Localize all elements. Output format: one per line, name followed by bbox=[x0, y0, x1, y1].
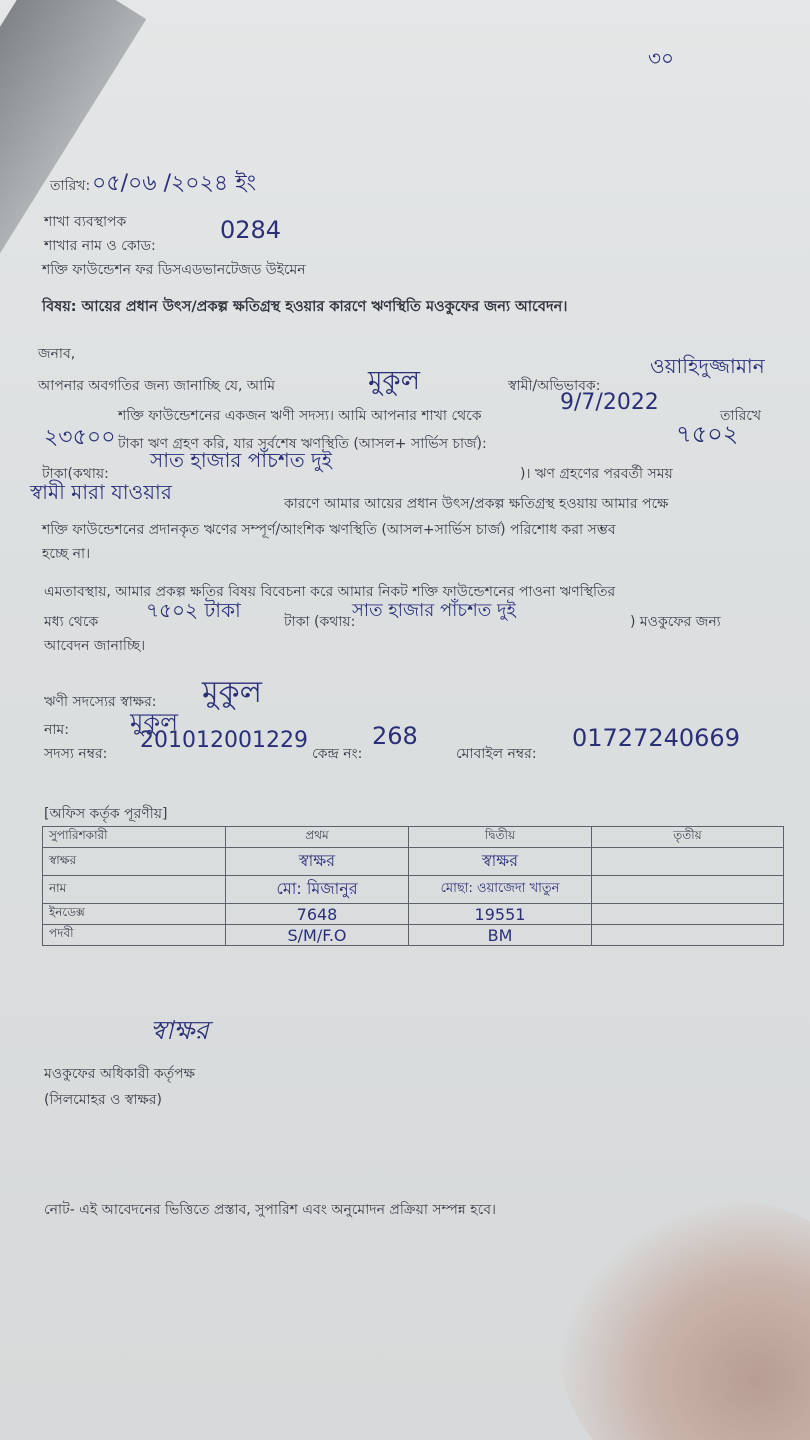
table-cell: S/M/F.O bbox=[226, 925, 409, 946]
office-use-note: [অফিস কর্তৃক পূরণীয়] bbox=[44, 806, 168, 822]
body-text: ) মওকুফের জন্য bbox=[630, 614, 721, 630]
body-text: স্বামী/অভিভাবক: bbox=[508, 378, 601, 394]
member-signature: মুকুল bbox=[202, 675, 263, 710]
mobile-number: 01727240669 bbox=[572, 724, 740, 752]
table-cell: মো: মিজানুর bbox=[226, 876, 409, 904]
waiver-amount-handwritten: ৭৫০২ টাকা bbox=[146, 598, 241, 622]
balance-handwritten: ৭৫০২ bbox=[676, 420, 739, 448]
mobile-number-label: মোবাইল নম্বর: bbox=[456, 746, 537, 762]
body-text: আবেদন জানাচ্ছি। bbox=[44, 638, 146, 654]
body-text: শক্তি ফাউন্ডেশনের প্রদানকৃত ঋণের সম্পূর্ণ/আংশিক ঋণস্থিতি (আসল+সার্ভিস চার্জ) পরিশোধ করা সম্ভব bbox=[42, 522, 616, 538]
date-value: ০৫/০৬ /২০২৪ ইং bbox=[92, 171, 257, 196]
loan-date-handwritten: 9/7/2022 bbox=[560, 390, 659, 415]
approver-sub-label: (সিলমোহর ও স্বাক্ষর) bbox=[44, 1092, 162, 1108]
date-label: তারিখ: bbox=[50, 178, 91, 194]
member-name-label: নাম: bbox=[44, 722, 69, 738]
body-text: তারিখে bbox=[720, 408, 762, 424]
organization-name: শক্তি ফাউন্ডেশন ফর ডিসএডভানটেজড উইমেন bbox=[42, 262, 306, 278]
table-cell: 7648 bbox=[226, 904, 409, 925]
body-text: কারণে আমার আয়ের প্রধান উৎস/প্রকল্প ক্ষতিগ্রস্থ হওয়ায় আমার পক্ষে bbox=[284, 496, 669, 512]
center-number-label: কেন্দ্র নং: bbox=[312, 746, 363, 762]
center-number: 268 bbox=[372, 722, 418, 750]
table-cell: BM bbox=[409, 925, 592, 946]
body-text: টাকা ঋণ গ্রহণ করি, যার সর্বশেষ ঋণস্থিতি (আসল+ সার্ভিস চার্জ): bbox=[118, 436, 487, 452]
table-cell bbox=[592, 876, 784, 904]
table-row bbox=[43, 925, 784, 946]
table-cell: 19551 bbox=[409, 904, 592, 925]
reason-handwritten: স্বামী মারা যাওয়ার bbox=[30, 480, 172, 504]
applicant-name-handwritten: মুকুল bbox=[368, 366, 420, 396]
table-header-row bbox=[43, 827, 784, 848]
table-cell: মোছা: ওয়াজেদা খাতুন bbox=[409, 876, 592, 904]
table-row-label: পদবী bbox=[43, 925, 226, 946]
recommendation-table bbox=[42, 826, 784, 946]
table-cell: স্বাক্ষর bbox=[409, 848, 592, 876]
table-row bbox=[43, 848, 784, 876]
branch-manager-label: শাখা ব্যবস্থাপক bbox=[44, 214, 127, 230]
member-name-handwritten: মুকুল bbox=[130, 708, 179, 736]
waiver-words-handwritten: সাত হাজার পাঁচশত দুই bbox=[352, 600, 516, 621]
member-number-label: সদস্য নম্বর: bbox=[44, 746, 108, 762]
approver-signature: স্বাক্ষর bbox=[150, 1016, 209, 1046]
table-header-cell: দ্বিতীয় bbox=[409, 827, 592, 848]
table-cell bbox=[592, 904, 784, 925]
loan-amount-handwritten: ২৩৫০০ bbox=[44, 425, 116, 450]
branch-code: 0284 bbox=[220, 216, 282, 244]
member-number: 201012001229 bbox=[140, 728, 308, 753]
body-text: এমতাবস্থায়, আমার প্রকল্প ক্ষতির বিষয় বিবেচনা করে আমার নিকট শক্তি ফাউন্ডেশনের পাওনা ঋণস্থিতির bbox=[44, 584, 616, 600]
table-row-label: ইনডেক্স bbox=[43, 904, 226, 925]
footer-note: নোট- এই আবেদনের ভিত্তিতে প্রস্তাব, সুপারিশ এবং অনুমোদন প্রক্রিয়া সম্পন্ন হবে। bbox=[44, 1202, 497, 1218]
table-row-label: স্বাক্ষর bbox=[43, 848, 226, 876]
balance-words-handwritten: সাত হাজার পাঁচশত দুই bbox=[150, 448, 333, 472]
body-text: আপনার অবগতির জন্য জানাচ্ছি যে, আমি bbox=[38, 378, 276, 394]
table-header-cell: সুপারিশকারী bbox=[43, 827, 226, 848]
salutation: জনাব, bbox=[38, 346, 76, 362]
table-cell bbox=[592, 848, 784, 876]
hand-shadow bbox=[560, 1200, 810, 1440]
body-text: )। ঋণ গ্রহণের পরবর্তী সময় bbox=[520, 466, 673, 482]
table-header-cell: তৃতীয় bbox=[592, 827, 784, 848]
body-text: শক্তি ফাউন্ডেশনের একজন ঋণী সদস্য। আমি আপনার শাখা থেকে bbox=[118, 408, 482, 424]
table-cell bbox=[592, 925, 784, 946]
table-row bbox=[43, 876, 784, 904]
subject-line: বিষয়: আয়ের প্রধান উৎস/প্রকল্প ক্ষতিগ্রস্থ হওয়ার কারণে ঋণস্থিতি মওকুফের জন্য আবেদন। bbox=[42, 299, 568, 315]
body-text: মধ্য থেকে bbox=[44, 614, 99, 630]
branch-name-label: শাখার নাম ও কোড: bbox=[44, 238, 156, 254]
body-text: টাকা (কথায়: bbox=[284, 614, 356, 630]
body-text: টাকা(কথায়: bbox=[42, 466, 109, 482]
table-row-label: নাম bbox=[43, 876, 226, 904]
approver-label: মওকুফের অধিকারী কর্তৃপক্ষ bbox=[44, 1066, 196, 1082]
table-cell: স্বাক্ষর bbox=[226, 848, 409, 876]
page-number: ৩০ bbox=[648, 46, 675, 70]
guardian-name-handwritten: ওয়াহিদুজ্জামান bbox=[650, 354, 765, 378]
member-signature-label: ঋণী সদস্যের স্বাক্ষর: bbox=[44, 694, 157, 710]
table-row bbox=[43, 904, 784, 925]
body-text: হচ্ছে না। bbox=[42, 546, 91, 562]
table-header-cell: প্রথম bbox=[226, 827, 409, 848]
